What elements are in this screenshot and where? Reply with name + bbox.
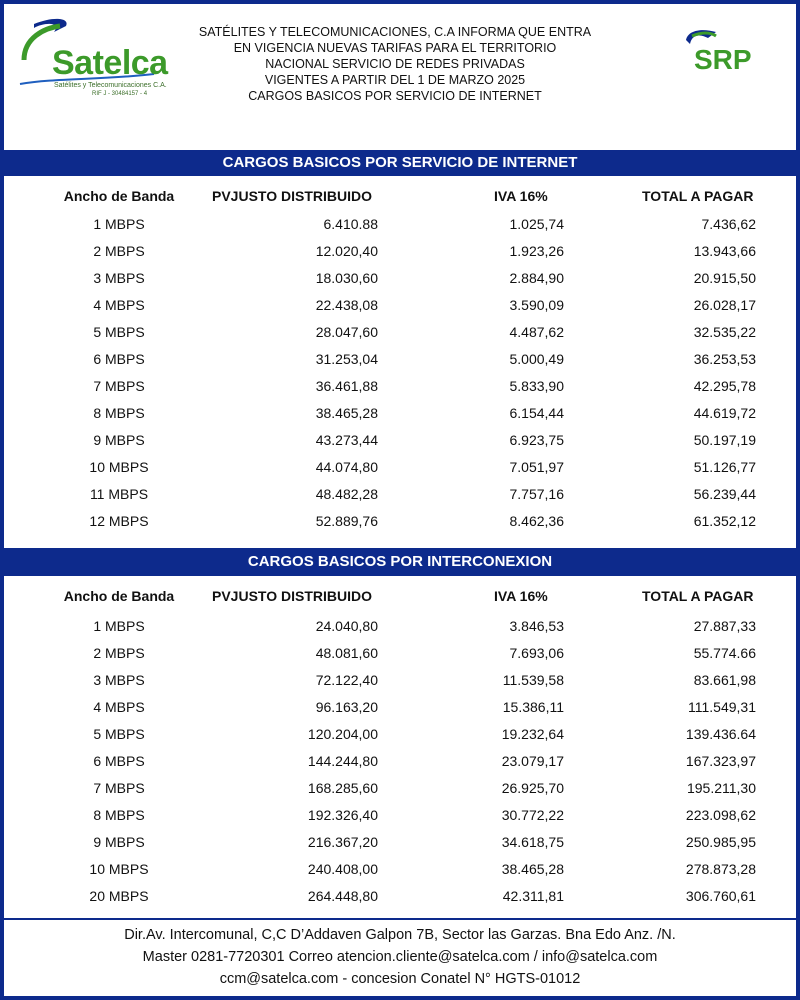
col-header-iva: IVA 16% [494, 188, 548, 204]
cell-price: 240.408,00 [307, 861, 378, 877]
cell-price: 48.081,60 [315, 645, 378, 661]
cell-bandwidth: 11 MBPS [89, 486, 149, 502]
col-header-bandwidth: Ancho de Banda [63, 188, 175, 204]
cell-total: 26.028,17 [693, 297, 756, 313]
cell-total: 44.619,72 [693, 405, 756, 421]
cell-total: 139.436.64 [685, 726, 756, 742]
col-header-total: TOTAL A PAGAR [642, 188, 754, 204]
cell-price: 28.047,60 [315, 324, 378, 340]
cell-iva: 1.923,26 [509, 243, 564, 259]
cell-bandwidth: 4 MBPS [93, 699, 145, 715]
col-header-bandwidth: Ancho de Banda [63, 588, 175, 604]
cell-bandwidth: 7 MBPS [93, 378, 145, 394]
cell-iva: 23.079,17 [501, 753, 564, 769]
cell-iva: 15.386,11 [502, 699, 564, 715]
table-row [4, 645, 796, 672]
table-row [4, 243, 796, 270]
table-row [4, 405, 796, 432]
cell-price: 216.367,20 [307, 834, 378, 850]
cell-bandwidth: 9 MBPS [93, 834, 145, 850]
table-row [4, 351, 796, 378]
cell-bandwidth: 6 MBPS [93, 351, 145, 367]
col-header-iva: IVA 16% [494, 588, 548, 604]
cell-iva: 7.051,97 [509, 459, 564, 475]
table-row [4, 297, 796, 324]
cell-iva: 34.618,75 [501, 834, 564, 850]
table-row [4, 861, 796, 888]
cell-price: 43.273,44 [315, 432, 378, 448]
cell-bandwidth: 8 MBPS [93, 807, 145, 823]
cell-price: 120.204,00 [307, 726, 378, 742]
satelca-subtitle: Satélites y Telecomunicaciones C.A. [54, 82, 167, 89]
table-row [4, 432, 796, 459]
cell-bandwidth: 4 MBPS [93, 297, 145, 313]
cell-total: 83.661,98 [693, 672, 756, 688]
table-header-row [4, 178, 796, 214]
cell-total: 56.239,44 [693, 486, 756, 502]
internet-section-title [4, 150, 796, 176]
cell-bandwidth: 10 MBPS [89, 459, 149, 475]
cell-iva: 8.462,36 [509, 513, 564, 529]
cell-total: 306.760,61 [685, 888, 756, 904]
notice-line: NACIONAL SERVICIO DE REDES PRIVADAS [265, 57, 525, 71]
table-row [4, 486, 796, 513]
cell-bandwidth: 1 MBPS [93, 216, 145, 232]
cell-bandwidth: 3 MBPS [93, 270, 145, 286]
cell-iva: 6.923,75 [509, 432, 564, 448]
cell-iva: 3.846,53 [509, 618, 564, 634]
footer-address: Dir.Av. Intercomunal, C,C D’Addaven Galpon 7B, Sector las Garzas. Bna Edo Anz. /N. [124, 927, 676, 943]
cell-price: 52.889,76 [315, 513, 378, 529]
table-row [4, 324, 796, 351]
cell-bandwidth: 5 MBPS [93, 324, 145, 340]
cell-bandwidth: 2 MBPS [93, 243, 145, 259]
notice-line: SATÉLITES Y TELECOMUNICACIONES, C.A INFORMA QUE ENTRA [198, 25, 592, 39]
table-row [4, 618, 796, 645]
cell-iva: 6.154,44 [509, 405, 564, 421]
interconexion-section-title [4, 548, 796, 576]
cell-total: 111.549,31 [688, 699, 756, 715]
cell-total: 55.774.66 [693, 645, 756, 661]
cell-total: 27.887,33 [693, 618, 756, 634]
cell-price: 264.448,80 [307, 888, 378, 904]
cell-iva: 7.693,06 [509, 645, 564, 661]
cell-iva: 5.000,49 [509, 351, 564, 367]
cell-total: 50.197,19 [693, 432, 756, 448]
cell-total: 195.211,30 [686, 780, 756, 796]
footer [4, 916, 796, 996]
cell-bandwidth: 20 MBPS [89, 888, 149, 904]
cell-total: 13.943,66 [693, 243, 756, 259]
cell-iva: 11.539,58 [502, 672, 564, 688]
cell-price: 72.122,40 [315, 672, 378, 688]
satelca-rif: RIF J - 30484157 - 4 [92, 91, 148, 97]
table-row [4, 699, 796, 726]
cell-price: 12.020,40 [315, 243, 378, 259]
cell-total: 61.352,12 [693, 513, 756, 529]
tariff-notice [190, 24, 600, 104]
table-row [4, 834, 796, 861]
table-row [4, 672, 796, 699]
cell-bandwidth: 10 MBPS [89, 861, 149, 877]
cell-price: 48.482,28 [315, 486, 378, 502]
table-row [4, 780, 796, 807]
cell-price: 38.465,28 [315, 405, 378, 421]
cell-iva: 38.465,28 [501, 861, 564, 877]
cell-total: 167.323,97 [685, 753, 756, 769]
cell-iva: 3.590,09 [509, 297, 564, 313]
table-row [4, 513, 796, 540]
cell-total: 223.098,62 [685, 807, 756, 823]
internet-table [4, 178, 796, 540]
cell-price: 168.285,60 [307, 780, 378, 796]
table-row [4, 726, 796, 753]
cell-bandwidth: 12 MBPS [89, 513, 149, 529]
footer-contact: Master 0281-7720301 Correo atencion.cliente@satelca.com / info@satelca.com [142, 949, 658, 965]
notice-line: EN VIGENCIA NUEVAS TARIFAS PARA EL TERRITORIO [233, 41, 557, 55]
cell-total: 36.253,53 [693, 351, 756, 367]
cell-price: 24.040,80 [315, 618, 378, 634]
cell-bandwidth: 1 MBPS [93, 618, 145, 634]
table-row [4, 807, 796, 834]
cell-iva: 7.757,16 [509, 486, 564, 502]
cell-total: 20.915,50 [693, 270, 756, 286]
cell-bandwidth: 6 MBPS [93, 753, 145, 769]
cell-price: 18.030,60 [315, 270, 378, 286]
cell-iva: 4.487,62 [509, 324, 564, 340]
notice-line: VIGENTES A PARTIR DEL 1 DE MARZO 2025 [264, 73, 526, 87]
cell-price: 192.326,40 [307, 807, 378, 823]
col-header-price: PVJUSTO DISTRIBUIDO [212, 188, 372, 204]
satelca-wordmark: Satelca [52, 44, 168, 82]
table-row [4, 753, 796, 780]
cell-iva: 5.833,90 [509, 378, 564, 394]
cell-bandwidth: 7 MBPS [93, 780, 145, 796]
notice-line: CARGOS BASICOS POR SERVICIO DE INTERNET [248, 89, 542, 103]
cell-iva: 2.884,90 [509, 270, 564, 286]
cell-total: 51.126,77 [693, 459, 756, 475]
cell-iva: 19.232,64 [501, 726, 564, 742]
table-row [4, 888, 796, 915]
cell-total: 32.535,22 [693, 324, 756, 340]
table-row [4, 270, 796, 297]
cell-iva: 42.311,81 [502, 888, 564, 904]
cell-total: 278.873,28 [685, 861, 756, 877]
satelca-logo [14, 14, 168, 97]
cell-bandwidth: 9 MBPS [93, 432, 145, 448]
interconexion-title: CARGOS BASICOS POR INTERCONEXION [247, 553, 553, 570]
table-row [4, 216, 796, 243]
cell-bandwidth: 8 MBPS [93, 405, 145, 421]
col-header-price: PVJUSTO DISTRIBUIDO [212, 588, 372, 604]
col-header-total: TOTAL A PAGAR [642, 588, 754, 604]
cell-price: 22.438,08 [315, 297, 378, 313]
cell-price: 144.244,80 [307, 753, 378, 769]
cell-price: 96.163,20 [315, 699, 378, 715]
cell-total: 7.436,62 [701, 216, 756, 232]
srp-wordmark: SRP [694, 44, 752, 75]
header [0, 0, 792, 150]
cell-price: 36.461,88 [315, 378, 378, 394]
cell-price: 44.074,80 [315, 459, 378, 475]
cell-iva: 26.925,70 [501, 780, 564, 796]
cell-iva: 30.772,22 [501, 807, 564, 823]
table-row [4, 459, 796, 486]
cell-bandwidth: 5 MBPS [93, 726, 145, 742]
cell-total: 250.985,95 [685, 834, 756, 850]
cell-bandwidth: 3 MBPS [93, 672, 145, 688]
internet-title: CARGOS BASICOS POR SERVICIO DE INTERNET [222, 154, 578, 171]
cell-total: 42.295,78 [693, 378, 756, 394]
cell-price: 6.410.88 [323, 216, 378, 232]
table-row [4, 378, 796, 405]
table-header-row [4, 578, 796, 614]
srp-logo [680, 26, 760, 86]
cell-price: 31.253,04 [315, 351, 378, 367]
cell-bandwidth: 2 MBPS [93, 645, 145, 661]
cell-iva: 1.025,74 [509, 216, 564, 232]
interconexion-table [4, 578, 796, 915]
footer-concession: ccm@satelca.com - concesion Conatel N° HGTS-01012 [219, 971, 581, 987]
